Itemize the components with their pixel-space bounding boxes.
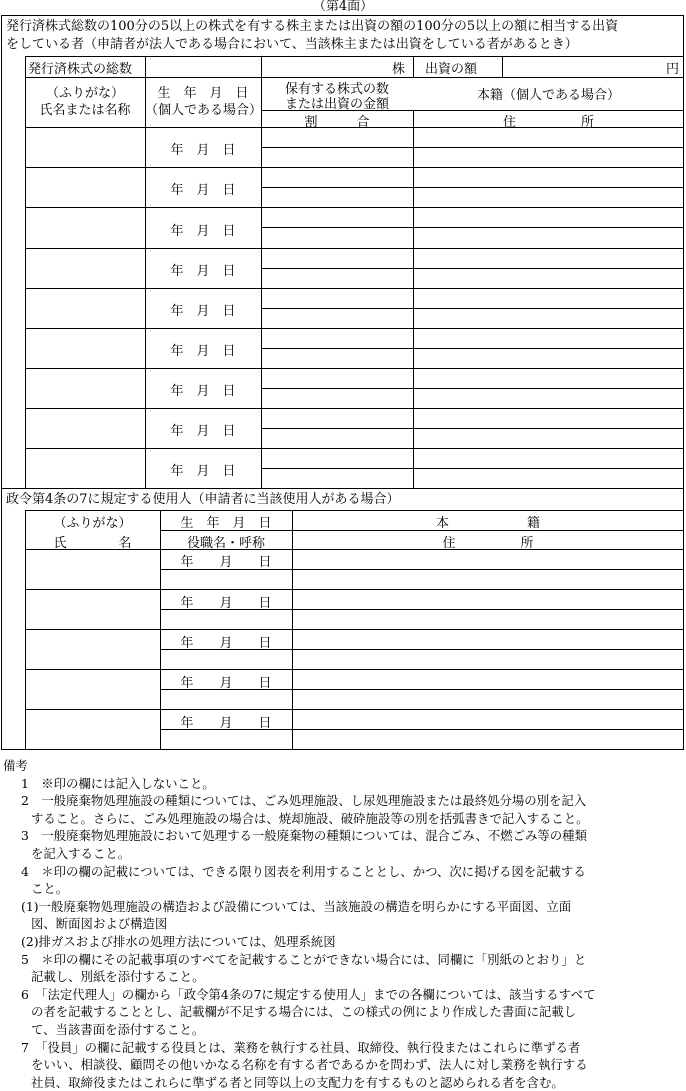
- shareholder-row-birthdate: 年 月 日: [170, 183, 236, 198]
- employee-row-birthdate: 年 月 日: [180, 636, 272, 651]
- employee-address-header: 住 所: [442, 536, 534, 551]
- note-line: 7 「役員」の欄に記載する役員とは、業務を執行する社員、取締役、執行役またはこれらに準ずる者: [21, 1039, 581, 1055]
- shareholder-row-birthdate: 年 月 日: [170, 464, 236, 479]
- employee-birthdate-header: 生 年 月 日: [180, 516, 272, 531]
- shareholder-row-birthdate: 年 月 日: [170, 304, 236, 319]
- address-header: 住 所: [502, 115, 594, 130]
- shareholders-section-header-line2: をしている者（申請者が法人である場合において、当該株主または出資をしている者があるとき）: [6, 37, 578, 52]
- ratio-header: 割 合: [304, 115, 370, 130]
- shareholder-row-birthdate: 年 月 日: [170, 384, 236, 399]
- note-line: を記入すること。: [31, 845, 131, 861]
- note-line: 6 「法定代理人」の欄から「政令第4条の7に規定する使用人」までの各欄については、該当するすべて: [21, 986, 596, 1002]
- birthdate-header: 生 年 月 日: [157, 86, 249, 101]
- note-line: の者を記載することとし、記載欄が不足する場合には、この様式の例により作成した書面に記載し: [31, 1004, 577, 1020]
- employee-row-birthdate: 年 月 日: [180, 555, 272, 570]
- note-line: 2 一般廃棄物処理施設の種類については、ごみ処理施設、し尿処理施設または最終処分場の別を記入: [21, 793, 587, 809]
- shares-header-line2: または出資の金額: [284, 97, 389, 112]
- employee-row-birthdate: 年 月 日: [180, 596, 272, 611]
- shareholder-row-birthdate: 年 月 日: [170, 224, 236, 239]
- name-kana-header: （ふりがな）: [45, 86, 124, 101]
- note-line: て、当該書面を添付すること。: [31, 1021, 205, 1037]
- note-line: 3 一般廃棄物処理施設において処理する一般廃棄物の種類については、混合ごみ、不燃ごみ等の種類: [21, 828, 587, 844]
- notes-section: [3, 757, 683, 1091]
- employee-position-header: 役職名・呼称: [186, 536, 265, 551]
- employee-domicile-header: 本 籍: [435, 516, 540, 531]
- note-line: 5 ＊印の欄にその記載事項のすべてを記載することができない場合には、同欄に「別紙のとおり」と: [21, 951, 587, 967]
- note-line: 社員、取締役またはこれらに準ずる者と同等以上の支配力を有するものと認められる者を含む。: [31, 1074, 564, 1090]
- employee-kana-header: （ふりがな）: [53, 516, 132, 531]
- note-line: をいい、相談役、顧問その他いかなる名称を有する者であるかを問わず、法人に対し業務を執行する: [31, 1057, 588, 1073]
- note-line: こと。: [31, 881, 69, 897]
- birthdate-note-header: （個人である場合）: [145, 103, 263, 118]
- note-line: 4 ＊印の欄の記載については、できる限り図表を利用することとし、かつ、次に掲げる図を記載する: [21, 863, 586, 879]
- yen-unit-label: 円: [666, 62, 680, 77]
- name-header: 氏名または名称: [39, 103, 131, 118]
- note-line: 1 ※印の欄には記入しないこと。: [21, 775, 215, 791]
- note-line: 図、断面図および構造図: [31, 916, 168, 932]
- employee-name-header: 氏 名: [53, 536, 132, 551]
- shares-header: 保有する株式の数: [284, 82, 389, 97]
- shares-unit-label: 株: [392, 62, 406, 77]
- capital-amount-label: 出資の額: [425, 62, 478, 77]
- employee-row-birthdate: 年 月 日: [180, 676, 272, 691]
- domicile-header: 本籍（個人である場合）: [476, 88, 620, 103]
- shareholder-row-birthdate: 年 月 日: [170, 264, 236, 279]
- note-line: すること。さらに、ごみ処理施設の場合は、焼却施設、破砕施設等の別を括弧書きで記入すること。: [31, 810, 589, 826]
- employee-row-birthdate: 年 月 日: [180, 716, 272, 731]
- shareholder-row-birthdate: 年 月 日: [170, 143, 236, 158]
- shareholder-row-birthdate: 年 月 日: [170, 344, 236, 359]
- notes-title: 備考: [3, 758, 28, 773]
- shareholders-section-header-line1: 発行済株式総数の100分の5以上の株式を有する株主または出資の額の100分の5以上の額に相当する出資: [6, 19, 619, 34]
- note-line: (1)一般廃棄物処理施設の構造および設備については、当該施設の構造を明らかにする平面図、立面: [21, 898, 572, 914]
- employees-section-header: 政令第4条の7に規定する使用人（申請者に当該使用人がある場合）: [6, 492, 400, 507]
- page-number-label: （第4面）: [312, 0, 374, 14]
- total-shares-label: 発行済株式の総数: [28, 62, 133, 77]
- note-line: 記載し、別紙を添付すること。: [31, 969, 205, 985]
- note-line: (2)排ガスおよび排水の処理方法については、処理系統図: [21, 933, 336, 949]
- shareholder-row-birthdate: 年 月 日: [170, 424, 236, 439]
